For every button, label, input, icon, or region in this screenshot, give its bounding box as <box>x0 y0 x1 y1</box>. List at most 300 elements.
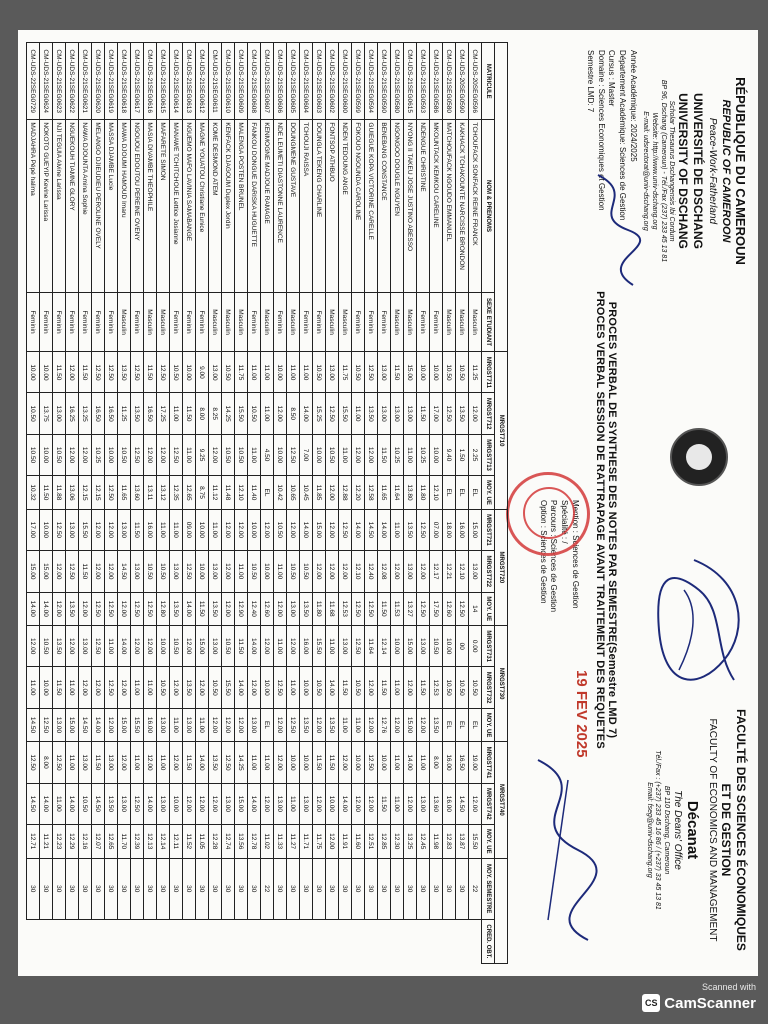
table-cell: 14.00 <box>118 626 131 667</box>
grades-table <box>26 42 508 964</box>
table-cell: 30 <box>287 858 300 919</box>
table-cell: 11.02 <box>261 825 274 858</box>
table-row <box>430 43 443 964</box>
table-cell: 12.00 <box>118 742 131 783</box>
column-header: MATRICULE <box>482 43 495 120</box>
table-cell: Feminin <box>313 292 326 352</box>
table-cell: 12.00 <box>313 551 326 592</box>
table-cell: 11.50 <box>53 352 66 393</box>
table-cell: 17.25 <box>157 393 170 434</box>
country-en: REPUBLIC OF CAMEROON <box>719 99 732 243</box>
table-cell: 13.50 <box>170 592 183 625</box>
table-cell: EL <box>261 476 274 509</box>
table-cell: 12.00 <box>66 626 79 667</box>
table-cell: NAWA DJOUNTA Amina Sophie <box>79 120 92 292</box>
table-cell: 12.08 <box>378 551 391 592</box>
table-cell: 13.50 <box>105 783 118 824</box>
table-cell: TCHOUJI RAISSA <box>300 120 313 292</box>
table-cell: 10.00 <box>261 667 274 708</box>
table-cell: 11.00 <box>261 393 274 434</box>
table-cell: 12.00 <box>131 626 144 667</box>
table-cell: 30 <box>79 858 92 919</box>
table-cell: 11.50 <box>339 667 352 708</box>
university-website: Website: http://www.univ-dschang.org <box>651 112 658 230</box>
table-cell: CM-UDS-21SEG0586 <box>430 43 443 120</box>
table-cell: 12.20 <box>352 476 365 509</box>
table-cell: 19.00 <box>469 742 482 783</box>
table-cell: 13.50 <box>326 708 339 741</box>
table-cell: 12.00 <box>287 626 300 667</box>
header-left <box>641 46 749 296</box>
table-cell: 12.16 <box>79 825 92 858</box>
table-cell: CM-UDS-21SEG0599 <box>352 43 365 120</box>
table-cell: 30 <box>183 858 196 919</box>
table-cell: Masculin <box>144 292 157 352</box>
table-row <box>131 43 144 964</box>
table-cell: 12.00 <box>144 626 157 667</box>
university-email: E-mail: udsrectorat@univ-dschang.org <box>642 111 650 231</box>
table-cell: 13.50 <box>131 393 144 434</box>
table-cell: CM-UDS-21SEG0602 <box>326 43 339 120</box>
table-cell: 10.50 <box>170 352 183 393</box>
table-cell: 12.50 <box>170 434 183 475</box>
table-cell: 11.00 <box>248 434 261 475</box>
table-cell: 11.00 <box>170 509 183 550</box>
table-cell: 10.50 <box>456 352 469 393</box>
table-row <box>352 43 365 964</box>
table-cell: 17.00 <box>27 509 40 550</box>
table-cell: 11.00 <box>352 708 365 741</box>
table-cell: 15.50 <box>339 393 352 434</box>
table-cell: 11.50 <box>183 393 196 434</box>
table-cell: Feminin <box>79 292 92 352</box>
table-cell: 12.74 <box>222 825 235 858</box>
table-cell: 30 <box>326 858 339 919</box>
table-cell: 12.50 <box>157 352 170 393</box>
table-cell: 12.50 <box>53 742 66 783</box>
table-cell: 10.00 <box>417 352 430 393</box>
table-cell: 13.60 <box>430 783 443 824</box>
table-cell: 12.50 <box>222 742 235 783</box>
table-cell: 10.50 <box>352 352 365 393</box>
table-cell: 10.00 <box>430 352 443 393</box>
table-cell: 22 <box>469 858 482 919</box>
table-cell: 10.00 <box>287 742 300 783</box>
table-cell: 13.12 <box>157 476 170 509</box>
academic-year: Année Académique: 2024/2025 <box>629 50 638 162</box>
table-cell: 11.50 <box>378 434 391 475</box>
table-cell: 11.00 <box>131 742 144 783</box>
date-stamp: 19 FEV 2025 <box>573 670 590 758</box>
table-cell: 2.25 <box>469 434 482 475</box>
table-cell: 12.13 <box>144 825 157 858</box>
table-cell: MATCHOUFACK NGOUDO EMMANUEL <box>443 120 456 292</box>
table-cell: CM-UDS-21SEG0608 <box>248 43 261 120</box>
table-cell: 10.50 <box>235 434 248 475</box>
table-cell: 11.00 <box>326 626 339 667</box>
column-header: MRGST712 <box>482 393 495 434</box>
table-cell: 12.50 <box>105 476 118 509</box>
table-cell: 10.50 <box>27 393 40 434</box>
table-cell: 13.25 <box>404 825 417 858</box>
table-cell: 11.50 <box>183 742 196 783</box>
table-cell: 12.00 <box>27 626 40 667</box>
table-cell: 12.00 <box>209 708 222 741</box>
table-cell: 13.00 <box>326 352 339 393</box>
table-cell: MAWA DJOUMI HAMOUD Imaru <box>118 120 131 292</box>
table-cell: CM-UDS-22SEG0729 <box>27 43 40 120</box>
table-cell: 11.00 <box>287 783 300 824</box>
table-cell: 13.50 <box>53 626 66 667</box>
table-row <box>404 43 417 964</box>
table-cell: NDE LEUMETI DIASTONNE LAURENCE <box>274 120 287 292</box>
column-header: SEXE ETUDIANT <box>482 292 495 352</box>
table-cell: Feminin <box>196 292 209 352</box>
table-cell: 11.33 <box>274 825 287 858</box>
table-cell: 12.50 <box>417 592 430 625</box>
table-cell: Feminin <box>27 292 40 352</box>
table-cell: 13.75 <box>40 393 53 434</box>
table-cell: CM-UDS-21SEG0609 <box>235 43 248 120</box>
table-cell: 12.50 <box>27 742 40 783</box>
table-cell: 11.00 <box>287 667 300 708</box>
table-cell: 13.00 <box>378 393 391 434</box>
column-header: MOY. UE <box>482 708 495 741</box>
table-cell: 12.17 <box>430 551 443 592</box>
table-cell: 10.32 <box>27 476 40 509</box>
table-cell: Masculin <box>157 292 170 352</box>
cursus: Cursus : Master <box>607 50 617 107</box>
table-cell: 11.50 <box>92 742 105 783</box>
table-cell: 12.00 <box>248 667 261 708</box>
grades-body <box>27 43 482 964</box>
table-cell: 12.50 <box>92 592 105 625</box>
table-cell: MELANGO DJIEUDIEU PEROLINE OVELY <box>92 120 105 292</box>
table-cell: 13.60 <box>131 476 144 509</box>
column-header: CRED. OBT. <box>482 919 495 963</box>
table-cell: 13.00 <box>300 783 313 824</box>
table-cell: 10.00 <box>40 509 53 550</box>
table-cell: 10.50 <box>222 626 235 667</box>
table-cell: 11.00 <box>352 393 365 434</box>
table-cell: 11.00 <box>300 352 313 393</box>
table-cell: 11.50 <box>326 742 339 783</box>
table-cell: 15.00 <box>404 626 417 667</box>
table-cell: 10.50 <box>443 667 456 708</box>
table-cell: 13.50 <box>365 393 378 434</box>
table-cell: 13.50 <box>66 592 79 625</box>
title-prefix: PROCES VERBAL DE SYNTHESE DES NOTES PAR SEMESTRE(Semestre LMD 7) <box>606 301 618 739</box>
table-cell: 11.98 <box>430 825 443 858</box>
table-cell: 11.00 <box>339 708 352 741</box>
table-cell: 12.50 <box>352 592 365 625</box>
table-row <box>326 43 339 964</box>
table-cell: 11.50 <box>79 352 92 393</box>
table-cell: CM-UDS-21SEG0623 <box>53 43 66 120</box>
table-cell: KOME DESMOND ATEM <box>209 120 222 292</box>
table-cell: 11.00 <box>66 667 79 708</box>
table-cell: 17.50 <box>430 592 443 625</box>
department: Département Académique: Sciences de Gestion <box>618 50 628 221</box>
table-cell: Masculin <box>261 292 274 352</box>
table-row <box>235 43 248 964</box>
table-cell: CM-UDS-21SEG0593 <box>417 43 430 120</box>
signature-icon <box>644 550 754 700</box>
table-cell: 10.50 <box>170 626 183 667</box>
table-cell: 12.00 <box>391 551 404 592</box>
table-cell: NGUEKOUH TIAMNE GLORY <box>66 120 79 292</box>
table-cell: 12.78 <box>248 825 261 858</box>
table-cell: 30 <box>274 858 287 919</box>
table-cell: 14.50 <box>456 783 469 824</box>
table-cell: 12.60 <box>443 592 456 625</box>
table-cell: Masculin <box>404 292 417 352</box>
table-cell: 30 <box>339 858 352 919</box>
table-cell: 12.39 <box>131 825 144 858</box>
table-cell: NDEN TEDOUNG ANGE <box>339 120 352 292</box>
table-cell: 12.00 <box>209 783 222 824</box>
table-cell: 12.90 <box>235 592 248 625</box>
table-cell: 30 <box>27 858 40 919</box>
table-cell: 12.00 <box>352 783 365 824</box>
university-fr: UNIVERSITÉ DE DSCHANG <box>691 92 706 250</box>
mention: Mention : Sciences de Gestion <box>571 500 580 609</box>
table-cell: 11.00 <box>209 509 222 550</box>
university-address: BP 96, Dschang (Cameroun) - Tél./Fax (237) 233 45 13 81 <box>659 79 667 263</box>
table-cell: 13.00 <box>105 742 118 783</box>
table-cell: 10.50 <box>79 783 92 824</box>
table-cell: 10.00 <box>274 434 287 475</box>
table-cell: Masculin <box>118 292 131 352</box>
table-row <box>261 43 274 964</box>
table-cell: 13.00 <box>157 783 170 824</box>
table-cell: 11.85 <box>313 476 326 509</box>
table-cell: Feminin <box>300 292 313 352</box>
table-cell: EL <box>261 708 274 741</box>
table-cell: MAGNE YOUATOU Christiane Eunice <box>196 120 209 292</box>
table-cell: 12.00 <box>274 393 287 434</box>
table-cell: 12.10 <box>235 476 248 509</box>
table-cell: MASSA DJAMBE Lucie <box>105 120 118 292</box>
table-cell: 13.00 <box>287 592 300 625</box>
table-cell: 11.00 <box>261 742 274 783</box>
table-cell: 12.50 <box>287 708 300 741</box>
title-main: PROCES VERBAL SESSION DE RATTRAPAGE AVANT TRAITEMENT DES REQUETES <box>594 291 606 749</box>
deanery: Décanat <box>684 800 702 860</box>
table-cell: 14.50 <box>79 708 92 741</box>
table-cell: 10.50 <box>222 352 235 393</box>
table-cell: 12.00 <box>326 509 339 550</box>
table-cell: 13.50 <box>300 592 313 625</box>
signature-icon <box>508 750 608 950</box>
table-cell: 12.00 <box>170 667 183 708</box>
table-cell: 12.00 <box>469 393 482 434</box>
table-cell: NOKOTO GUEYIP Kevine Larissa <box>40 120 53 292</box>
table-cell: 13.06 <box>66 476 79 509</box>
column-header: NOM & PRENOMS <box>482 120 495 292</box>
table-cell: 11.00 <box>274 626 287 667</box>
table-cell: 11.00 <box>391 667 404 708</box>
column-header: MRGST741 <box>482 742 495 783</box>
table-cell: 11.50 <box>378 667 391 708</box>
table-cell: 11.91 <box>339 825 352 858</box>
table-cell: 11.00 <box>196 708 209 741</box>
table-cell: 11.00 <box>157 509 170 550</box>
table-cell: 14.00 <box>235 667 248 708</box>
table-cell: MAFARETE SIMON <box>157 120 170 292</box>
table-cell: 14.00 <box>248 626 261 667</box>
table-cell: 15.00 <box>40 551 53 592</box>
table-cell: CM-UDS-21SEG0580 <box>443 43 456 120</box>
table-cell: CM-UDS-21SEG0605 <box>287 43 300 120</box>
table-cell: 11.60 <box>352 825 365 858</box>
table-cell: Feminin <box>105 292 118 352</box>
table-cell: 10.00 <box>40 434 53 475</box>
table-cell: 14.00 <box>404 742 417 783</box>
table-cell: Masculin <box>469 292 482 352</box>
table-cell: Feminin <box>131 292 144 352</box>
column-header: MRGST722 <box>482 551 495 592</box>
table-cell: EL <box>469 708 482 741</box>
table-cell: Masculin <box>222 292 235 352</box>
table-row <box>456 43 469 964</box>
table-cell: 13.00 <box>274 783 287 824</box>
table-row <box>92 43 105 964</box>
table-cell: 12.00 <box>274 708 287 741</box>
table-cell: 10.00 <box>274 352 287 393</box>
table-cell: 16.50 <box>92 393 105 434</box>
table-cell: 11.00 <box>261 352 274 393</box>
table-cell: 30 <box>248 858 261 919</box>
table-cell: 11.64 <box>365 626 378 667</box>
table-cell: 9.25 <box>196 434 209 475</box>
university-en: UNIVERSITY OF DSCHANG <box>676 93 691 249</box>
table-cell: 11.40 <box>248 476 261 509</box>
domain: Domaine : Sciences Economiques et Gestion <box>596 50 606 211</box>
table-cell: 12.65 <box>105 825 118 858</box>
table-cell: 12.50 <box>456 592 469 625</box>
table-cell: 11.00 <box>274 551 287 592</box>
table-cell: 13.50 <box>183 667 196 708</box>
table-cell: 11.50 <box>40 476 53 509</box>
table-cell: 13.00 <box>79 626 92 667</box>
table-cell: 12.50 <box>183 551 196 592</box>
table-cell: 11.12 <box>209 476 222 509</box>
faculty-email: Email: fseg@univ-dschang.org <box>645 782 653 878</box>
table-cell: 15.00 <box>196 626 209 667</box>
table-cell: 11.00 <box>248 352 261 393</box>
table-cell: 12.00 <box>352 434 365 475</box>
table-cell: 12.00 <box>365 708 378 741</box>
table-cell: 11.27 <box>287 825 300 858</box>
table-cell: 11.80 <box>313 592 326 625</box>
table-cell: 30 <box>118 858 131 919</box>
table-cell: 12.50 <box>40 708 53 741</box>
table-cell: 10.65 <box>287 476 300 509</box>
table-cell: 30 <box>235 858 248 919</box>
table-cell: 12.00 <box>196 783 209 824</box>
column-header: MOY. SEMESTRE <box>482 858 495 919</box>
column-header: MRGST732 <box>482 667 495 708</box>
column-header: MRGST721 <box>482 509 495 550</box>
table-cell: 8.50 <box>287 393 300 434</box>
table-cell: 10.00 <box>326 783 339 824</box>
table-cell: EL <box>469 476 482 509</box>
table-cell: 11.65 <box>118 476 131 509</box>
table-cell: 13.00 <box>378 352 391 393</box>
table-cell: 12.00 <box>365 667 378 708</box>
table-cell: 14.00 <box>27 592 40 625</box>
table-cell: 12.11 <box>170 825 183 858</box>
table-cell: 13.56 <box>235 825 248 858</box>
table-cell: 30 <box>144 858 157 919</box>
watermark-line2: CamScanner <box>664 994 756 1012</box>
table-cell: 15.50 <box>131 708 144 741</box>
table-cell: 14.50 <box>27 708 40 741</box>
table-cell: 12.50 <box>144 592 157 625</box>
table-cell: 10.00 <box>378 742 391 783</box>
table-cell: 12.00 <box>274 742 287 783</box>
table-cell: 13.50 <box>404 509 417 550</box>
table-cell: 10.50 <box>430 626 443 667</box>
table-cell: 11.50 <box>417 393 430 434</box>
table-cell: 16.00 <box>443 783 456 824</box>
table-cell: CM-UDS-21SEG0622 <box>66 43 79 120</box>
table-cell: 12.00 <box>209 434 222 475</box>
semester: Semestre LMD: 7 <box>585 50 595 113</box>
table-row <box>365 43 378 964</box>
table-cell: 10.00 <box>40 667 53 708</box>
table-cell: 30 <box>157 858 170 919</box>
table-cell: 12.00 <box>404 667 417 708</box>
table-cell: 12.00 <box>105 509 118 550</box>
table-cell: 10.50 <box>313 667 326 708</box>
table-cell: Masculin <box>235 292 248 352</box>
table-cell: 12.65 <box>183 476 196 509</box>
table-cell: MALENGA POSTEN BRUNEL <box>235 120 248 292</box>
table-cell: 11.50 <box>196 592 209 625</box>
table-cell: 12.00 <box>404 783 417 824</box>
deans-office: The Deans' Office <box>671 790 683 870</box>
table-cell: 30 <box>222 858 235 919</box>
speciality: Spécialité : / <box>560 500 570 544</box>
group-header: MRGST730 <box>495 626 508 742</box>
table-cell: 14.00 <box>326 667 339 708</box>
table-cell: 14.25 <box>235 742 248 783</box>
table-cell: 12.00 <box>66 352 79 393</box>
table-cell: CM-UDS-21SEG0614 <box>170 43 183 120</box>
table-cell: 10.50 <box>222 434 235 475</box>
table-cell: 12.00 <box>222 509 235 550</box>
faculty-en: FACULTY OF ECONOMICS AND MANAGEMENT <box>707 718 718 942</box>
table-cell: 30 <box>352 858 365 919</box>
table-cell: 13.00 <box>183 708 196 741</box>
table-cell: 12.50 <box>66 551 79 592</box>
camscanner-watermark <box>632 982 756 1018</box>
table-cell: 11.50 <box>131 509 144 550</box>
table-cell: 14.50 <box>27 783 40 824</box>
table-cell: CM-UDS-21SEG0624 <box>40 43 53 120</box>
table-cell: CM-UDS-21SEG0607 <box>261 43 274 120</box>
table-cell: 12.00 <box>183 626 196 667</box>
table-cell: 12.50 <box>326 393 339 434</box>
option: Option : Sciences de Gestion <box>538 500 548 604</box>
table-row <box>53 43 66 964</box>
table-cell: DOUNGMENE GUSTAVE <box>287 120 300 292</box>
table-cell: 11.52 <box>183 825 196 858</box>
table-cell: 11.68 <box>326 592 339 625</box>
table-cell: 11.53 <box>391 592 404 625</box>
